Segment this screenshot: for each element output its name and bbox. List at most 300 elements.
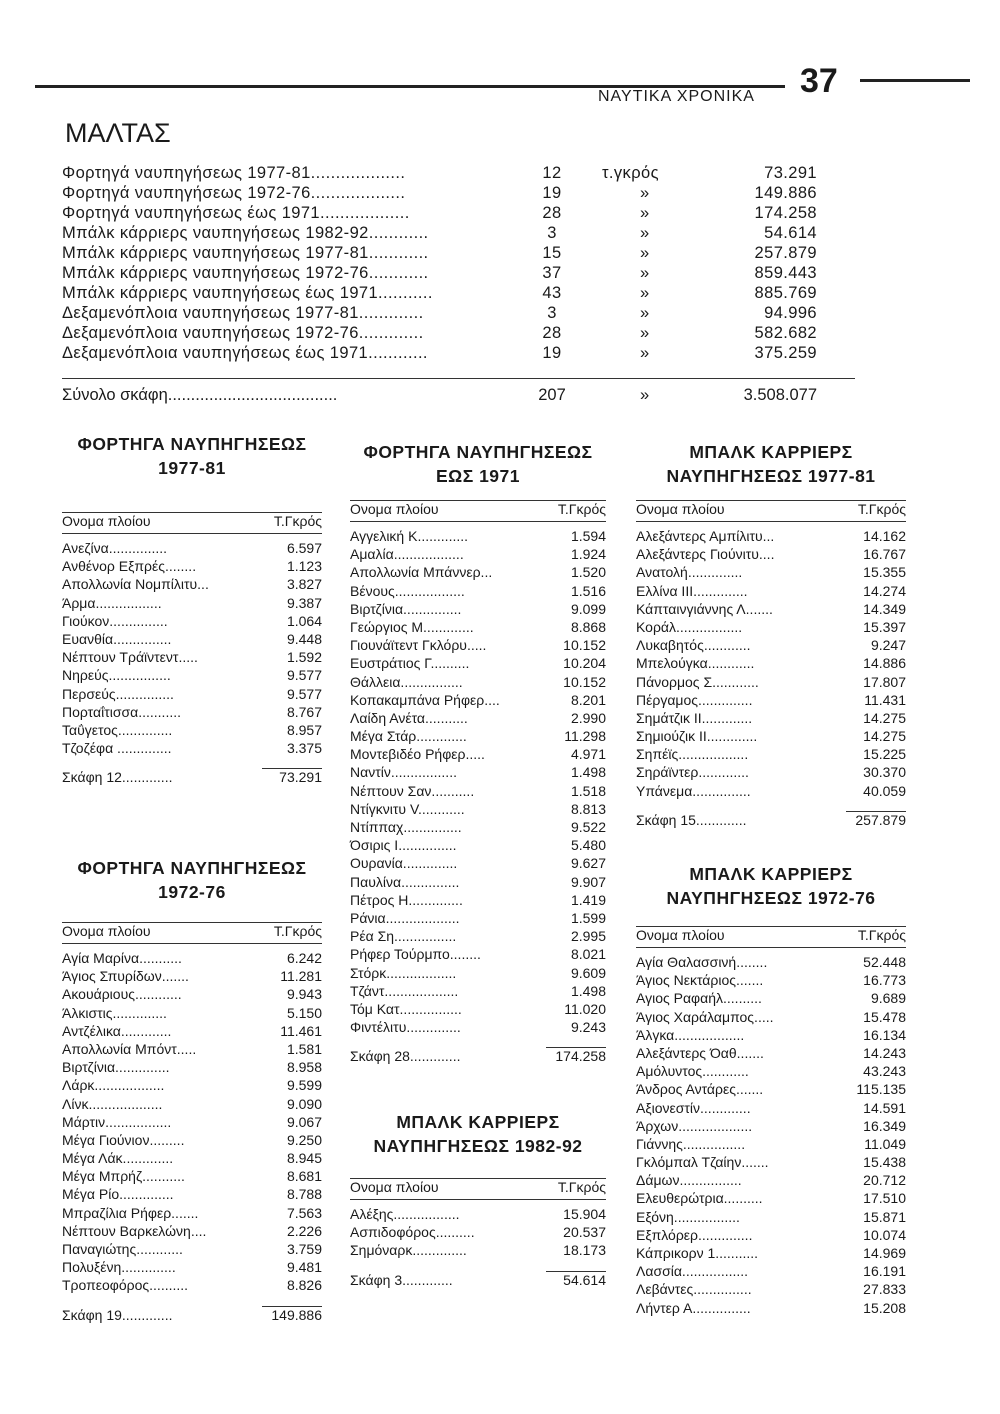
ship-name: Μέγα Γιούνιον.........	[62, 1131, 185, 1148]
summary-total-label: Σύνολο σκάφη.....................................	[62, 386, 338, 404]
ship-tons: 15.208	[863, 1299, 906, 1316]
table-row	[636, 1190, 906, 1208]
ship-name: Απολλωνία Νομπίλιτυ...	[62, 576, 209, 593]
ship-name: Απολλωνία Μπόντ.....	[62, 1040, 197, 1057]
ship-name: Δάμων................	[636, 1172, 742, 1189]
ship-name: Φιντέλιτυ..............	[350, 1019, 461, 1036]
ship-tons: 9.577	[286, 667, 322, 684]
ship-tons: 8.826	[286, 1277, 322, 1294]
table-row	[636, 1081, 906, 1099]
table-row	[636, 1009, 906, 1027]
table-row	[636, 692, 906, 710]
column-header-name: Ονομα πλοίου	[62, 923, 151, 939]
ship-name: Άγιος Χαράλαμπος.....	[636, 1008, 774, 1025]
ship-table	[350, 500, 606, 1068]
summary-tons: 885.769	[754, 284, 817, 302]
summary-row	[62, 264, 852, 284]
ship-tons: 1.518	[570, 782, 606, 799]
ship-name: Ρέα Ση................	[350, 928, 457, 945]
table-row	[62, 1241, 322, 1259]
table-row	[62, 1277, 322, 1295]
summary-count: 28	[542, 204, 562, 222]
table-row	[62, 576, 322, 594]
ship-tons: 16.134	[863, 1026, 906, 1043]
summary-label: Δεξαμενόπλοια ναυπηγήσεως 1972-76.............	[62, 324, 424, 342]
total-label: Σκάφη 12.............	[62, 769, 173, 786]
ship-name: Βιρτζίνια..............	[62, 1059, 170, 1076]
total-label: Σκάφη 28.............	[350, 1048, 461, 1065]
table-row	[636, 655, 906, 673]
table-row	[350, 1224, 606, 1242]
summary-tons: 149.886	[754, 184, 817, 202]
table-row	[636, 728, 906, 746]
ship-name: Εξπλόρερ..............	[636, 1226, 753, 1243]
summary-label: Μπάλκ κάρριερς ναυπηγήσεως 1977-81............	[62, 244, 429, 262]
ship-name: Βένους..................	[350, 582, 465, 599]
ship-tons: 1.516	[570, 582, 606, 599]
ship-table	[62, 922, 322, 1327]
table-row	[350, 564, 606, 582]
table-row	[636, 954, 906, 972]
table-row	[62, 686, 322, 704]
section-bulk-1972-76	[636, 862, 906, 1318]
section-cargo-1972-76	[62, 856, 322, 1327]
ship-tons: 18.173	[563, 1242, 606, 1259]
table-row	[62, 1223, 322, 1241]
ship-tons: 9.099	[570, 600, 606, 617]
ship-tons: 5.480	[570, 837, 606, 854]
summary-total	[62, 386, 852, 406]
table-row	[636, 1300, 906, 1318]
section-subtitle: ΝΑΥΠΗΓΗΣΕΩΣ 1977-81	[666, 466, 876, 486]
table-row	[636, 546, 906, 564]
ship-name: Ακουάριους............	[62, 986, 182, 1003]
ship-tons: 15.355	[863, 564, 906, 581]
table-row	[636, 528, 906, 546]
summary-unit: »	[640, 244, 650, 262]
ship-name: Παυλίνα...............	[350, 873, 460, 890]
table-row	[350, 764, 606, 782]
ship-tons: 40.059	[863, 782, 906, 799]
total-tons: 54.614	[563, 1271, 606, 1288]
summary-unit: »	[640, 324, 650, 342]
ship-name: Λασσία.................	[636, 1263, 749, 1280]
table-row	[636, 1045, 906, 1063]
table-row	[62, 540, 322, 558]
ship-name: Άρμα.................	[62, 594, 162, 611]
section-subtitle: 1977-81	[158, 458, 226, 478]
summary-row	[62, 304, 852, 324]
table-row	[62, 1041, 322, 1059]
summary-count: 37	[542, 264, 562, 282]
ship-name: Ευανθία...............	[62, 630, 172, 647]
summary-tons: 73.291	[764, 164, 817, 182]
table-row	[350, 601, 606, 619]
ship-name: Μοντεβιδέο Ρήφερ.....	[350, 746, 485, 763]
ship-tons: 8.201	[570, 691, 606, 708]
table-row	[636, 1172, 906, 1190]
summary-unit: »	[640, 344, 650, 362]
table-row	[350, 692, 606, 710]
ship-tons: 4.971	[570, 746, 606, 763]
table-row	[350, 583, 606, 601]
ship-tons: 20.712	[863, 1172, 906, 1189]
column-header-tons: Τ.Γκρός	[273, 923, 322, 939]
table-row	[350, 1206, 606, 1224]
table-row	[636, 564, 906, 582]
ship-name: Τζοζέφα ..............	[62, 740, 172, 757]
ship-tons: 3.375	[286, 740, 322, 757]
ship-tons: 52.448	[863, 954, 906, 970]
table-row	[62, 613, 322, 631]
summary-unit: »	[640, 264, 650, 282]
summary-label: Δεξαμενόπλοια ναυπηγήσεως 1977-81.............	[62, 304, 424, 322]
table-row	[62, 1023, 322, 1041]
summary-tons: 94.996	[764, 304, 817, 322]
ship-name: Κοπακαμπάνα Ρήφερ....	[350, 691, 500, 708]
ship-name: Πάνορμος Σ............	[636, 673, 759, 690]
ship-tons: 1.594	[570, 528, 606, 544]
ship-tons: 1.924	[570, 546, 606, 563]
ship-name: Αμαλία..................	[350, 546, 464, 563]
ship-tons: 10.074	[863, 1226, 906, 1243]
table-header	[350, 501, 606, 522]
summary-count: 43	[542, 284, 562, 302]
section-title: ΜΠΑΛΚ ΚΑΡΡΙΕΡΣ	[689, 442, 853, 462]
country-heading: ΜΑΛΤΑΣ	[65, 118, 171, 148]
ship-name: Νέπτουν Σαν...........	[350, 782, 475, 799]
summary-label: Φορτηγά ναυπηγήσεως 1977-81...................	[62, 164, 406, 182]
ship-tons: 27.833	[863, 1281, 906, 1298]
table-row	[636, 1281, 906, 1299]
ship-name: Νέπτουν Τράϊντεντ.....	[62, 649, 198, 666]
ship-tons: 8.021	[570, 946, 606, 963]
table-row	[350, 674, 606, 692]
section-subtitle: ΝΑΥΠΗΓΗΣΕΩΣ 1972-76	[666, 888, 876, 908]
ship-name: Γιουνάϊτεντ Γκλόρυ.....	[350, 637, 487, 654]
table-row	[350, 710, 606, 728]
section-title: ΜΠΑΛΚ ΚΑΡΡΙΕΡΣ	[396, 1112, 560, 1132]
ship-tons: 15.871	[863, 1208, 906, 1225]
page-number: 37	[800, 62, 838, 100]
table-row	[636, 1209, 906, 1227]
ship-tons: 9.943	[286, 986, 322, 1003]
ship-tons: 43.243	[863, 1063, 906, 1080]
summary-tons: 257.879	[754, 244, 817, 262]
ship-tons: 9.907	[570, 873, 606, 890]
ship-table	[636, 926, 906, 1318]
ship-tons: 2.995	[570, 928, 606, 945]
ship-name: Ασπιδοφόρος..........	[350, 1224, 475, 1241]
ship-name: Τζάντ...................	[350, 982, 459, 999]
ship-name: Ελλίνα ΙΙΙ..............	[636, 582, 748, 599]
summary-unit: »	[640, 284, 650, 302]
summary-unit: »	[640, 204, 650, 222]
table-row	[62, 1005, 322, 1023]
table-row	[636, 674, 906, 692]
column-header-tons: Τ.Γκρός	[857, 501, 906, 517]
table-total	[350, 1048, 606, 1068]
ship-name: Αλέξης.................	[350, 1206, 460, 1222]
summary-total-count: 207	[538, 386, 566, 404]
table-row	[62, 968, 322, 986]
ship-name: Παναγιώτης............	[62, 1241, 183, 1257]
ship-name: Θάλλεια................	[350, 673, 463, 690]
table-row	[350, 819, 606, 837]
ship-name: Λήντερ Α...............	[636, 1299, 751, 1316]
table-row	[62, 1150, 322, 1168]
ship-tons: 11.461	[280, 1022, 322, 1039]
ship-name: Ράνια...................	[350, 909, 460, 926]
table-row	[62, 722, 322, 740]
table-row	[350, 837, 606, 855]
ship-tons: 11.281	[280, 968, 322, 985]
ship-name: Σημιούζικ ΙΙ.............	[636, 728, 758, 745]
table-row	[636, 1100, 906, 1118]
ship-tons: 30.370	[863, 764, 906, 781]
ship-tons: 9.481	[286, 1259, 322, 1276]
table-header	[62, 513, 322, 534]
ship-name: Αγία Θαλασσινή........	[636, 954, 768, 970]
ship-tons: 10.204	[563, 655, 606, 672]
ship-tons: 8.868	[570, 618, 606, 635]
ship-tons: 10.152	[563, 673, 606, 690]
ship-name: Γιούκον...............	[62, 612, 168, 629]
ship-tons: 1.581	[286, 1040, 322, 1057]
ship-name: Βιρτζίνια...............	[350, 600, 462, 617]
ship-tons: 9.448	[286, 630, 322, 647]
summary-tons: 582.682	[754, 324, 817, 342]
header-rule-right	[860, 79, 970, 82]
ship-name: Αγιος Ραφαήλ..........	[636, 990, 762, 1007]
summary-row	[62, 224, 852, 244]
ship-name: Γκλόμπαλ Τζαίην.......	[636, 1154, 769, 1171]
summary-count: 12	[542, 164, 562, 182]
table-row	[350, 746, 606, 764]
summary-table	[62, 164, 852, 364]
ship-name: Κάπταινγιάννης Λ.......	[636, 600, 773, 617]
table-row	[350, 1001, 606, 1019]
ship-name: Υπάνεμα...............	[636, 782, 751, 799]
table-row	[62, 649, 322, 667]
ship-tons: 15.904	[563, 1206, 606, 1222]
summary-row	[62, 204, 852, 224]
ship-tons: 8.813	[570, 800, 606, 817]
table-row	[350, 855, 606, 873]
ship-tons: 9.067	[286, 1113, 322, 1130]
column-header-name: Ονομα πλοίου	[636, 501, 725, 517]
table-row	[62, 1096, 322, 1114]
ship-name: Μπελούγκα............	[636, 655, 755, 672]
ship-name: Μπραζίλια Ρήφερ.......	[62, 1204, 199, 1221]
ship-table	[636, 500, 906, 832]
ship-tons: 8.788	[286, 1186, 322, 1203]
ship-tons: 16.773	[863, 972, 906, 989]
ship-name: Ταΰγετος..............	[62, 721, 173, 738]
table-row	[350, 619, 606, 637]
ship-name: Γιάννης................	[636, 1135, 746, 1152]
ship-table	[350, 1178, 606, 1292]
ship-name: Κάπρικορν 1...........	[636, 1245, 759, 1261]
summary-label: Φορτηγά ναυπηγήσεως 1972-76...................	[62, 184, 406, 202]
table-row	[350, 874, 606, 892]
summary-rule	[62, 378, 855, 379]
summary-row	[62, 184, 852, 204]
ship-tons: 1.498	[570, 764, 606, 781]
summary-tons: 174.258	[754, 204, 817, 222]
table-row	[350, 655, 606, 673]
ship-tons: 1.419	[570, 891, 606, 908]
summary-unit: »	[640, 304, 650, 322]
ship-name: Ευστράτιος Γ..........	[350, 655, 470, 672]
ship-tons: 14.349	[863, 600, 906, 617]
ship-tons: 9.247	[870, 637, 906, 654]
ship-name: Μάρτιν.................	[62, 1113, 172, 1130]
summary-total-unit: »	[640, 386, 650, 404]
section-title: ΦΟΡΤΗΓΑ ΝΑΥΠΗΓΗΣΕΩΣ	[363, 442, 593, 462]
table-row	[62, 986, 322, 1004]
ship-tons: 2.990	[570, 709, 606, 726]
ship-name: Εξόνη.................	[636, 1208, 740, 1225]
table-row	[350, 783, 606, 801]
table-row	[350, 1019, 606, 1037]
summary-label: Φορτηγά ναυπηγήσεως έως 1971..................	[62, 204, 410, 222]
ship-tons: 8.945	[286, 1150, 322, 1167]
ship-name: Άλκιστις..............	[62, 1004, 167, 1021]
ship-tons: 16.767	[863, 546, 906, 563]
ship-name: Πέργαμος..............	[636, 691, 753, 708]
summary-tons: 859.443	[754, 264, 817, 282]
summary-label: Μπάλκ κάρριερς ναυπηγήσεως 1982-92............	[62, 224, 429, 242]
ship-name: Λεβάντες...............	[636, 1281, 752, 1298]
table-row	[636, 764, 906, 782]
table-row	[350, 892, 606, 910]
ship-tons: 1.498	[570, 982, 606, 999]
ship-name: Ελευθερώτρια..........	[636, 1190, 763, 1207]
ship-tons: 8.958	[286, 1059, 322, 1076]
ship-tons: 9.522	[570, 819, 606, 835]
summary-count: 19	[542, 344, 562, 362]
summary-unit: τ.γκρός	[602, 164, 659, 182]
ship-name: Στόρκ..................	[350, 964, 457, 981]
table-row	[636, 710, 906, 728]
table-row	[636, 990, 906, 1008]
ship-name: Αλεξάντερς Γιούνιτυ....	[636, 546, 775, 563]
column-header-name: Ονομα πλοίου	[350, 1179, 439, 1195]
summary-total-tons: 3.508.077	[743, 386, 817, 404]
table-row	[636, 1227, 906, 1245]
ship-name: Ανατολή..............	[636, 564, 743, 581]
journal-title: ΝΑΥΤΙΚΑ ΧΡΟΝΙΚΑ	[598, 88, 755, 105]
table-row	[636, 601, 906, 619]
total-label: Σκάφη 15.............	[636, 811, 747, 828]
ship-name: Μέγα Στάρ.............	[350, 728, 467, 745]
table-total	[62, 769, 322, 789]
ship-tons: 9.627	[570, 855, 606, 872]
table-row	[62, 595, 322, 613]
table-row	[636, 1245, 906, 1263]
table-row	[62, 950, 322, 968]
table-row	[62, 1114, 322, 1132]
ship-name: Ρήφερ Τούρμπο........	[350, 946, 481, 963]
section-title: ΜΠΑΛΚ ΚΑΡΡΙΕΡΣ	[689, 864, 853, 884]
ship-tons: 9.250	[286, 1131, 322, 1148]
ship-tons: 16.191	[863, 1263, 906, 1280]
ship-name: Περσεύς...............	[62, 685, 174, 702]
ship-name: Όσιρις Ι...............	[350, 837, 457, 854]
ship-tons: 3.827	[286, 576, 322, 593]
ship-tons: 8.767	[286, 703, 322, 720]
ship-name: Άνδρος Αντάρες.......	[636, 1081, 764, 1098]
summary-tons: 54.614	[764, 224, 817, 242]
ship-tons: 6.597	[286, 540, 322, 556]
ship-tons: 7.563	[286, 1204, 322, 1221]
table-row	[636, 1027, 906, 1045]
section-title: ΦΟΡΤΗΓΑ ΝΑΥΠΗΓΗΣΕΩΣ	[77, 434, 307, 454]
ship-tons: 9.090	[286, 1095, 322, 1112]
ship-name: Γεώργιος Μ.............	[350, 618, 474, 635]
table-row	[636, 619, 906, 637]
table-row	[62, 558, 322, 576]
ship-tons: 3.759	[286, 1241, 322, 1257]
ship-tons: 2.226	[286, 1222, 322, 1239]
ship-tons: 11.431	[864, 691, 906, 708]
ship-name: Αντζέλικα.............	[62, 1022, 172, 1039]
ship-tons: 1.123	[286, 558, 322, 575]
ship-name: Αξιονεστίν.............	[636, 1099, 751, 1116]
summary-unit: »	[640, 184, 650, 202]
column-header-name: Ονομα πλοίου	[62, 513, 151, 529]
table-row	[62, 631, 322, 649]
section-subtitle: ΕΩΣ 1971	[436, 466, 520, 486]
section-cargo-1977-81	[62, 432, 322, 789]
ship-tons: 15.397	[863, 618, 906, 635]
ship-name: Πέτρος Η..............	[350, 891, 463, 908]
ship-tons: 6.242	[286, 950, 322, 966]
ship-name: Σηπέϊς..................	[636, 746, 749, 763]
table-row	[62, 667, 322, 685]
total-label: Σκάφη 19.............	[62, 1306, 173, 1323]
ship-tons: 11.020	[564, 1000, 606, 1017]
total-tons: 73.291	[279, 769, 322, 786]
ship-tons: 15.225	[863, 746, 906, 763]
ship-tons: 11.049	[864, 1135, 906, 1152]
table-row	[62, 704, 322, 722]
ship-name: Ανεζίνα...............	[62, 540, 168, 556]
ship-name: Κοράλ.................	[636, 618, 743, 635]
ship-tons: 14.275	[863, 728, 906, 745]
table-row	[636, 746, 906, 764]
ship-tons: 9.387	[286, 594, 322, 611]
column-header-tons: Τ.Γκρός	[273, 513, 322, 529]
table-row	[350, 965, 606, 983]
ship-name: Πολυξένη..............	[62, 1259, 176, 1276]
ship-tons: 14.275	[863, 709, 906, 726]
table-row	[636, 783, 906, 801]
ship-name: Μέγα Λάκ.............	[62, 1150, 174, 1167]
table-row	[636, 972, 906, 990]
ship-tons: 14.243	[863, 1044, 906, 1061]
ship-tons: 8.681	[286, 1168, 322, 1185]
table-total	[636, 812, 906, 832]
table-row	[350, 728, 606, 746]
ship-name: Σημάτζικ ΙΙ.............	[636, 709, 753, 726]
ship-name: Λαίδη Ανέτα...........	[350, 709, 468, 726]
ship-name: Αγία Μαρίνα...........	[62, 950, 182, 966]
ship-tons: 1.520	[570, 564, 606, 581]
table-row	[350, 983, 606, 1001]
section-subtitle: 1972-76	[158, 882, 226, 902]
